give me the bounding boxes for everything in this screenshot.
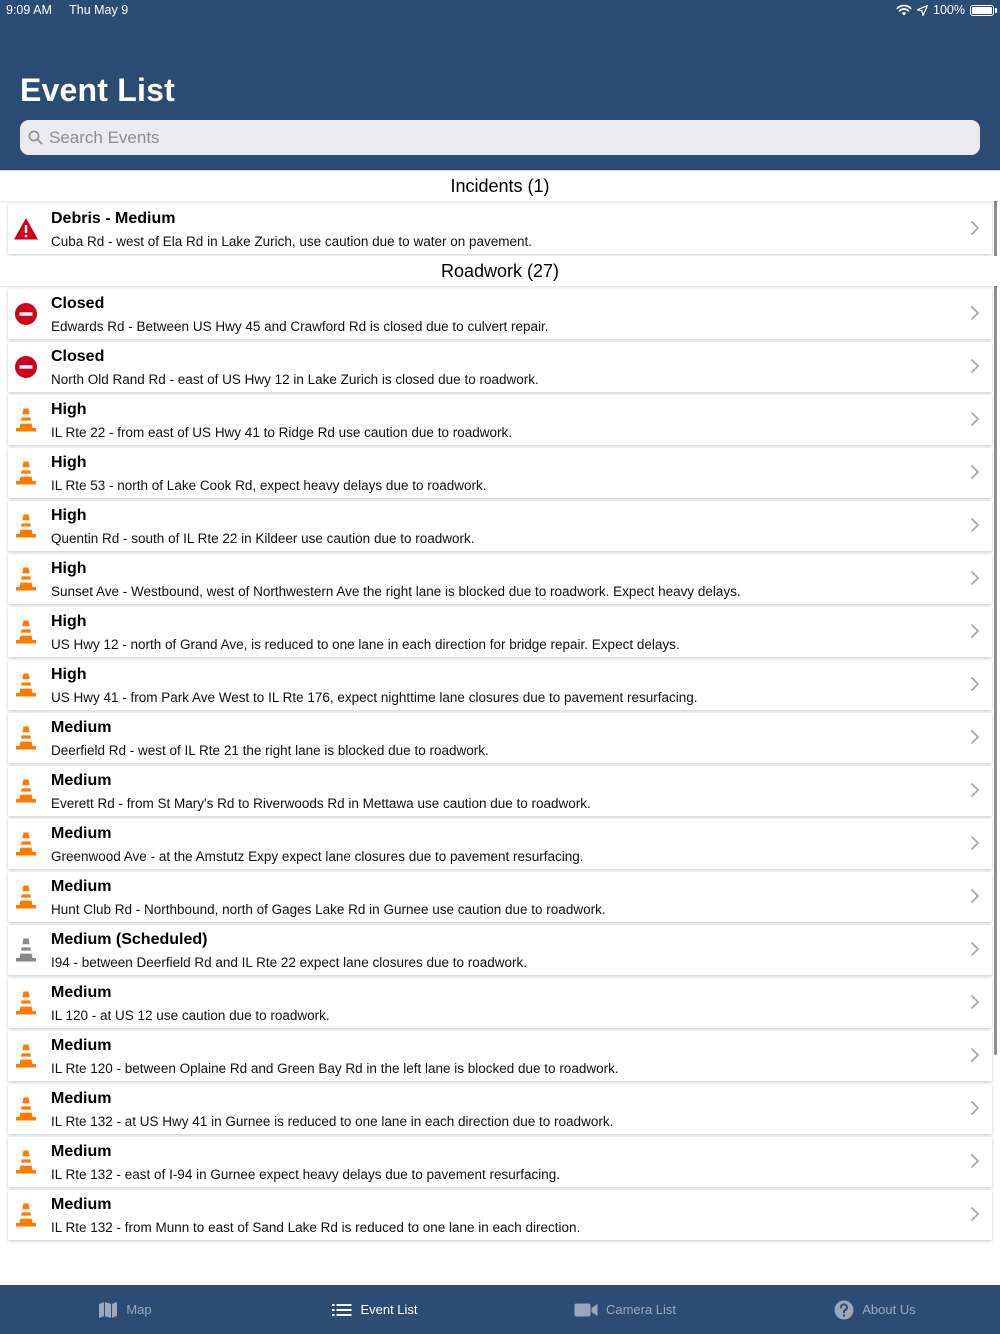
tab-camera-list-label: Camera List [605, 1302, 677, 1317]
page-title: Event List [20, 72, 175, 108]
roadwork-row[interactable] [8, 1031, 992, 1081]
event-title: High [51, 560, 87, 577]
tab-event-list-label: Event List [360, 1302, 418, 1317]
event-description: IL Rte 132 - from Munn to east of Sand Lake Rd is reduced to one lane in each direction. [51, 1220, 581, 1235]
chevron-right-icon [970, 411, 980, 427]
roadwork-row[interactable] [8, 448, 992, 498]
event-title: Medium [51, 1037, 112, 1054]
roadwork-row[interactable] [8, 713, 992, 763]
chevron-right-icon [970, 220, 980, 236]
cone-icon [13, 1202, 39, 1228]
cone-icon [13, 831, 39, 857]
cone-icon [13, 884, 39, 910]
cone-icon [13, 1043, 39, 1069]
section-header-roadwork: Roadwork (27) [0, 256, 1000, 286]
camera-icon [574, 1302, 598, 1318]
closed-icon [13, 301, 39, 327]
list-icon [332, 1303, 352, 1317]
event-title: Medium [51, 772, 112, 789]
status-date: Thu May 9 [69, 3, 129, 17]
chevron-right-icon [970, 888, 980, 904]
event-title: Medium [51, 984, 112, 1001]
roadwork-row[interactable] [8, 289, 992, 339]
app-header [0, 0, 1000, 170]
event-title: Medium [51, 825, 112, 842]
event-title: High [51, 507, 87, 524]
tab-about-us-label: About Us [862, 1302, 916, 1317]
search-icon [28, 130, 43, 145]
event-description: Edwards Rd - Between US Hwy 45 and Crawford Rd is closed due to culvert repair. [51, 319, 549, 334]
chevron-right-icon [970, 517, 980, 533]
roadwork-row[interactable] [8, 554, 992, 604]
cone-icon [13, 778, 39, 804]
roadwork-row[interactable] [8, 395, 992, 445]
chevron-right-icon [970, 1153, 980, 1169]
cone-icon [13, 725, 39, 751]
event-title: Medium [51, 1196, 112, 1213]
tab-about-us[interactable] [750, 1285, 1000, 1334]
cone-icon [13, 1149, 39, 1175]
warning-icon [13, 216, 39, 242]
chevron-right-icon [970, 1047, 980, 1063]
cone-icon [13, 1096, 39, 1122]
event-description: IL 120 - at US 12 use caution due to roadwork. [51, 1008, 330, 1023]
roadwork-row[interactable] [8, 978, 992, 1028]
chevron-right-icon [970, 729, 980, 745]
event-title: Medium [51, 719, 112, 736]
cone-icon [13, 513, 39, 539]
chevron-right-icon [970, 835, 980, 851]
event-title: Closed [51, 348, 105, 365]
chevron-right-icon [970, 1206, 980, 1222]
event-description: Deerfield Rd - west of IL Rte 21 the right lane is blocked due to roadwork. [51, 743, 489, 758]
event-title: Medium [51, 878, 112, 895]
chevron-right-icon [970, 1100, 980, 1116]
chevron-right-icon [970, 305, 980, 321]
roadwork-row[interactable] [8, 872, 992, 922]
chevron-right-icon [970, 623, 980, 639]
battery-icon [970, 5, 994, 16]
roadwork-row[interactable] [8, 1084, 992, 1134]
search-bar[interactable] [20, 120, 980, 155]
list-scrollbar[interactable] [994, 175, 997, 1055]
location-arrow-icon [917, 5, 928, 16]
tab-event-list[interactable] [250, 1285, 500, 1334]
event-description: Quentin Rd - south of IL Rte 22 in Kildeer use caution due to roadwork. [51, 531, 475, 546]
status-bar-right [896, 3, 994, 17]
status-bar-left [6, 3, 142, 17]
event-title: Medium [51, 1143, 112, 1160]
event-title: Debris - Medium [51, 210, 176, 227]
event-title: Medium (Scheduled) [51, 931, 208, 948]
cone-icon [13, 407, 39, 433]
chevron-right-icon [970, 994, 980, 1010]
status-time: 9:09 AM [6, 3, 52, 17]
event-list[interactable] [0, 170, 1000, 1285]
event-description: IL Rte 53 - north of Lake Cook Rd, expect heavy delays due to roadwork. [51, 478, 487, 493]
chevron-right-icon [970, 676, 980, 692]
wifi-icon [896, 4, 912, 16]
event-title: Closed [51, 295, 105, 312]
section-header-incidents: Incidents (1) [0, 170, 1000, 201]
scheduled-cone-icon [13, 937, 39, 963]
incident-row[interactable] [8, 204, 992, 254]
roadwork-row[interactable] [8, 660, 992, 710]
event-description: Greenwood Ave - at the Amstutz Expy expect lane closures due to pavement resurfacing. [51, 849, 584, 864]
chevron-right-icon [970, 464, 980, 480]
event-description: I94 - between Deerfield Rd and IL Rte 22 expect lane closures due to roadwork. [51, 955, 528, 970]
cone-icon [13, 672, 39, 698]
roadwork-row[interactable] [8, 501, 992, 551]
event-description: Sunset Ave - Westbound, west of Northwestern Ave the right lane is blocked due to roadwork. Expect heavy delays. [51, 584, 741, 599]
event-description: IL Rte 22 - from east of US Hwy 41 to Ridge Rd use caution due to roadwork. [51, 425, 512, 440]
roadwork-row[interactable] [8, 925, 992, 975]
event-description: Everett Rd - from St Mary's Rd to Riverwoods Rd in Mettawa use caution due to roadwork. [51, 796, 591, 811]
roadwork-row[interactable] [8, 766, 992, 816]
event-description: IL Rte 132 - east of I-94 in Gurnee expect heavy delays due to pavement resurfacing. [51, 1167, 561, 1182]
map-icon [98, 1301, 118, 1319]
roadwork-row[interactable] [8, 1190, 992, 1240]
event-title: High [51, 401, 87, 418]
roadwork-row[interactable] [8, 607, 992, 657]
incidents-group [0, 204, 1000, 254]
event-description: North Old Rand Rd - east of US Hwy 12 in Lake Zurich is closed due to roadwork. [51, 372, 539, 387]
event-description: IL Rte 120 - between Oplaine Rd and Green Bay Rd in the left lane is blocked due to roadwork. [51, 1061, 619, 1076]
cone-icon [13, 460, 39, 486]
chevron-right-icon [970, 570, 980, 586]
tab-bar [0, 1285, 1000, 1334]
battery-percent: 100% [933, 3, 965, 17]
event-description: Hunt Club Rd - Northbound, north of Gages Lake Rd in Gurnee use caution due to roadwork. [51, 902, 606, 917]
event-title: Medium [51, 1090, 112, 1107]
event-description: US Hwy 12 - north of Grand Ave, is reduced to one lane in each direction for bridge repair. Expect delays. [51, 637, 680, 652]
chevron-right-icon [970, 358, 980, 374]
roadwork-group [0, 289, 1000, 1240]
cone-icon [13, 990, 39, 1016]
roadwork-row[interactable] [8, 819, 992, 869]
event-title: High [51, 454, 87, 471]
chevron-right-icon [970, 941, 980, 957]
event-description: Cuba Rd - west of Ela Rd in Lake Zurich, use caution due to water on pavement. [51, 234, 533, 249]
cone-icon [13, 619, 39, 645]
event-description: IL Rte 132 - at US Hwy 41 in Gurnee is reduced to one lane in each direction due to roadwork. [51, 1114, 614, 1129]
tab-camera-list[interactable] [500, 1285, 750, 1334]
tab-map-label: Map [126, 1302, 152, 1317]
event-description: US Hwy 41 - from Park Ave West to IL Rte 176, expect nighttime lane closures due to pavement resurfacing. [51, 690, 698, 705]
event-title: High [51, 613, 87, 630]
closed-icon [13, 354, 39, 380]
roadwork-row[interactable] [8, 342, 992, 392]
roadwork-row[interactable] [8, 1137, 992, 1187]
search-input[interactable] [47, 127, 951, 149]
tab-map[interactable] [0, 1285, 250, 1334]
event-title: High [51, 666, 87, 683]
chevron-right-icon [970, 782, 980, 798]
cone-icon [13, 566, 39, 592]
help-icon [834, 1300, 854, 1320]
